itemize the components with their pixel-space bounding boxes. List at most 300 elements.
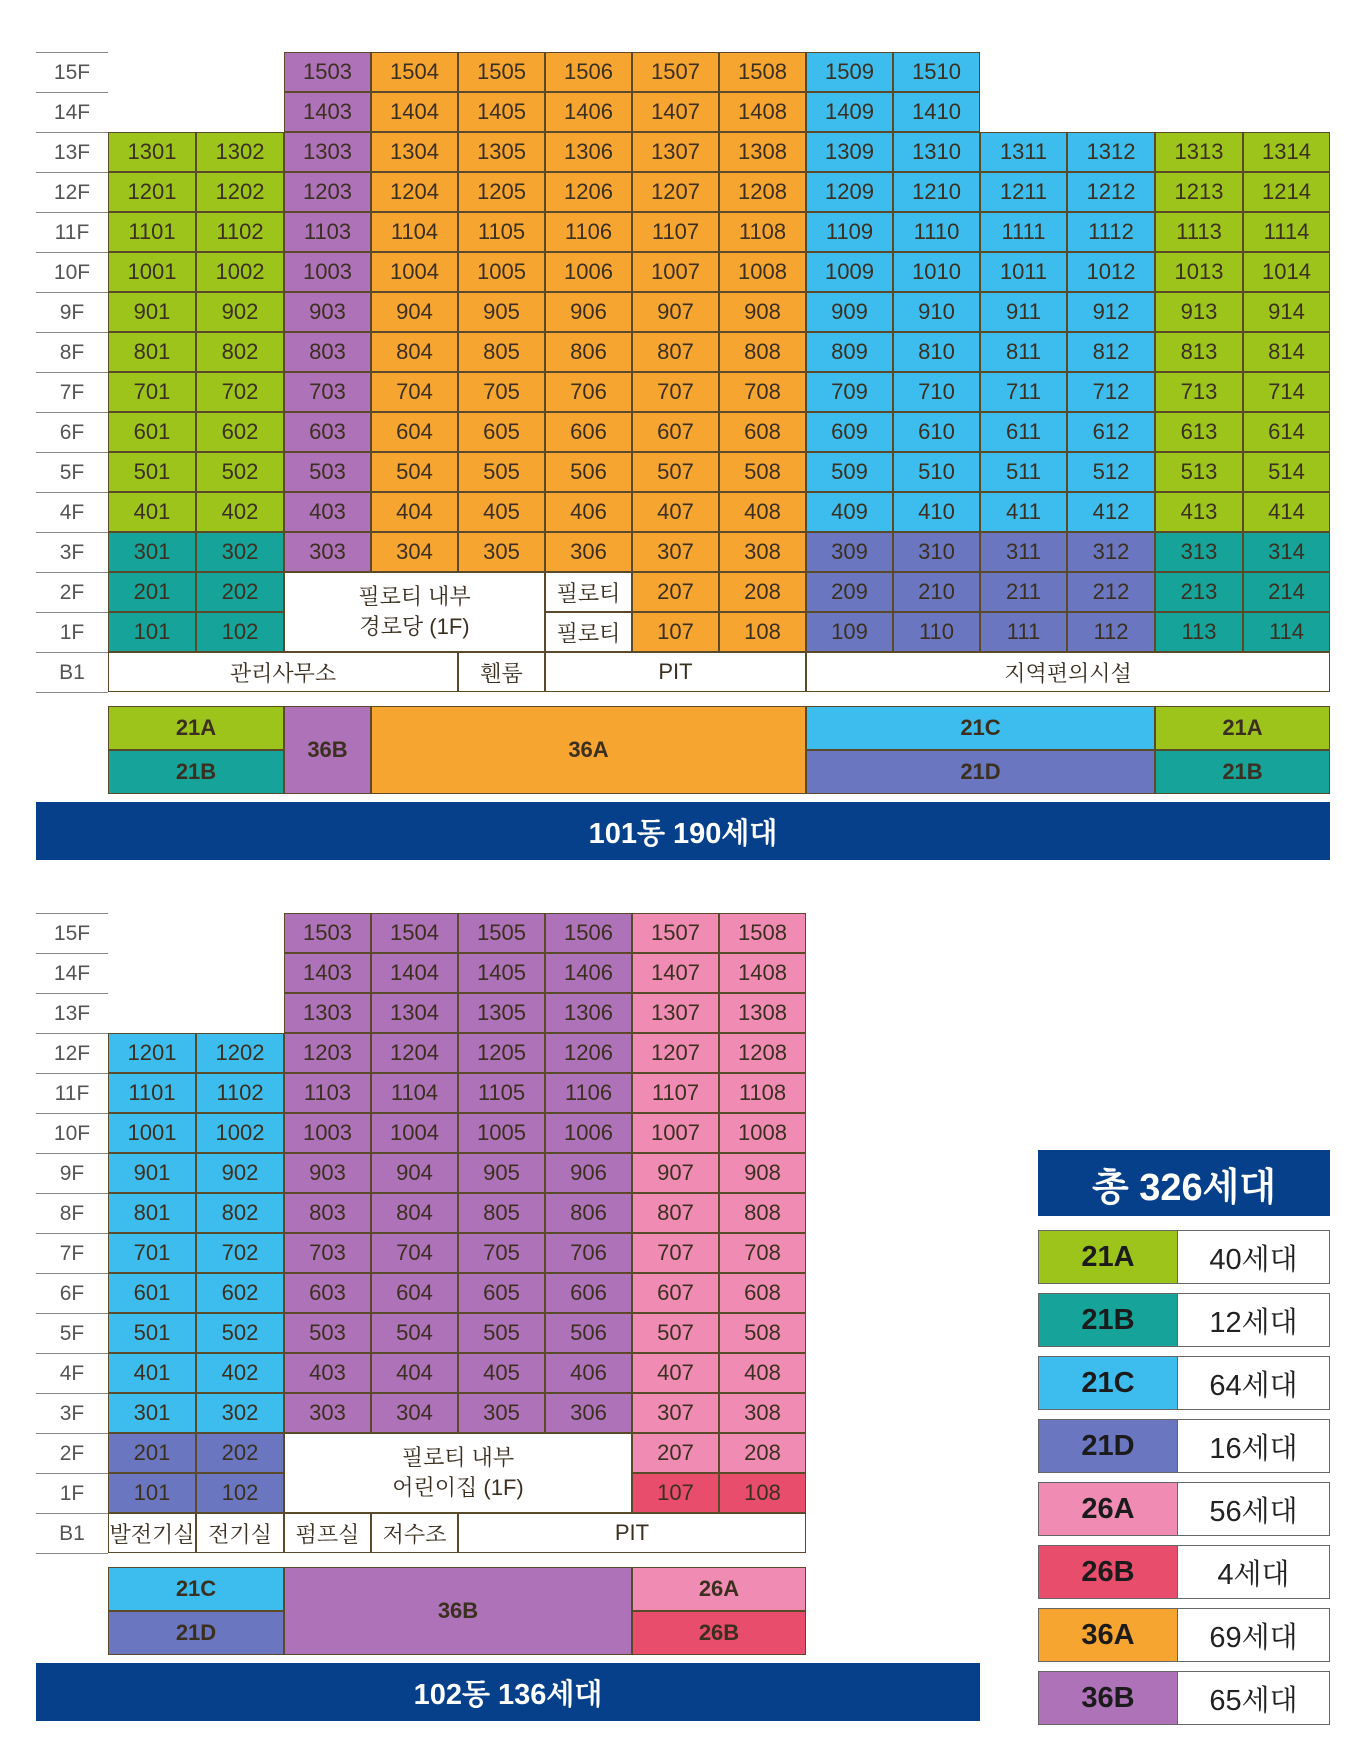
unit-cell: 1014: [1243, 252, 1330, 292]
unit-cell: 607: [632, 1273, 719, 1313]
unit-cell: 814: [1243, 332, 1330, 372]
unit-cell: 506: [545, 1313, 632, 1353]
unit-cell: 202: [196, 572, 284, 612]
unit-cell: 1302: [196, 132, 284, 172]
unit-cell: 306: [545, 1393, 632, 1433]
unit-cell: 1204: [371, 172, 458, 212]
unit-cell: 902: [196, 1153, 284, 1193]
unit-cell: 1312: [1067, 132, 1155, 172]
unit-cell: 608: [719, 1273, 806, 1313]
floor-label: 13F: [36, 993, 108, 1033]
unit-cell: 1103: [284, 1073, 371, 1113]
unit-cell: 404: [371, 1353, 458, 1393]
unit-cell: 513: [1155, 452, 1243, 492]
pit-area-102: PIT: [458, 1513, 806, 1553]
piloti-senior-center-line: 필로티 내부: [358, 584, 471, 609]
unit-cell: 804: [371, 332, 458, 372]
unit-cell: 1410: [893, 92, 980, 132]
unit-cell: 601: [108, 412, 196, 452]
floor-label: 15F: [36, 913, 108, 953]
unit-cell: 1507: [632, 52, 719, 92]
unit-cell: 1003: [284, 1113, 371, 1153]
unit-cell: 302: [196, 1393, 284, 1433]
unit-cell: 705: [458, 1233, 545, 1273]
floor-label: 5F: [36, 452, 108, 492]
unit-cell: 1409: [806, 92, 893, 132]
unit-cell: 210: [893, 572, 980, 612]
unit-cell: 1510: [893, 52, 980, 92]
unit-cell: 411: [980, 492, 1067, 532]
unit-cell: 1307: [632, 132, 719, 172]
unit-cell: 1006: [545, 1113, 632, 1153]
unit-cell: 1008: [719, 252, 806, 292]
unit-cell: 1406: [545, 953, 632, 993]
unit-cell: 1005: [458, 1113, 545, 1153]
summary-title-banner: [1038, 1150, 1330, 1216]
unit-cell: 1208: [719, 172, 806, 212]
unit-cell: 702: [196, 372, 284, 412]
unit-cell: 902: [196, 292, 284, 332]
unit-cell: 907: [632, 1153, 719, 1193]
unit-cell: 1007: [632, 1113, 719, 1153]
unit-cell: 401: [108, 1353, 196, 1393]
unit-cell: 508: [719, 452, 806, 492]
unit-cell: 703: [284, 372, 371, 412]
unit-cell: 606: [545, 412, 632, 452]
unit-cell: 403: [284, 1353, 371, 1393]
unit-cell: 401: [108, 492, 196, 532]
unit-cell: 1311: [980, 132, 1067, 172]
unit-cell: 1214: [1243, 172, 1330, 212]
unit-cell: 509: [806, 452, 893, 492]
summary-row-type: 36A: [1039, 1609, 1177, 1661]
unit-cell: 1202: [196, 1033, 284, 1073]
summary-row-count: 65세대: [1177, 1672, 1329, 1724]
unit-cell: 1106: [545, 212, 632, 252]
unit-cell: 501: [108, 1313, 196, 1353]
unit-cell: 813: [1155, 332, 1243, 372]
legend-102-26a: 26A: [632, 1567, 806, 1611]
unit-cell: 708: [719, 372, 806, 412]
unit-cell: 1012: [1067, 252, 1155, 292]
community-facility: 지역편의시설: [806, 652, 1330, 692]
unit-cell: 807: [632, 332, 719, 372]
unit-cell: 408: [719, 1353, 806, 1393]
unit-cell: 1504: [371, 52, 458, 92]
summary-row-count: 4세대: [1177, 1546, 1329, 1598]
unit-cell: 1404: [371, 92, 458, 132]
unit-cell: 1009: [806, 252, 893, 292]
unit-cell: 1307: [632, 993, 719, 1033]
unit-cell: 603: [284, 412, 371, 452]
floor-label: 3F: [36, 532, 108, 572]
unit-cell: 802: [196, 1193, 284, 1233]
floor-label: 10F: [36, 1113, 108, 1153]
unit-cell: 1203: [284, 172, 371, 212]
floor-label: 8F: [36, 1193, 108, 1233]
unit-cell: 107: [632, 612, 719, 652]
building-101-title: 101동 190세대: [588, 817, 778, 850]
unit-cell: 704: [371, 1233, 458, 1273]
unit-cell: 701: [108, 372, 196, 412]
unit-cell: 412: [1067, 492, 1155, 532]
unit-cell: 301: [108, 1393, 196, 1433]
unit-cell: 907: [632, 292, 719, 332]
piloti-2f: 필로티: [545, 572, 632, 612]
unit-cell: 1106: [545, 1073, 632, 1113]
summary-row: [1038, 1608, 1330, 1662]
unit-cell: 811: [980, 332, 1067, 372]
floor-label: 4F: [36, 492, 108, 532]
unit-cell: 1004: [371, 252, 458, 292]
floor-label: 13F: [36, 132, 108, 172]
unit-cell: 1503: [284, 913, 371, 953]
unit-cell: 610: [893, 412, 980, 452]
unit-cell: 1102: [196, 1073, 284, 1113]
unit-cell: 1407: [632, 953, 719, 993]
generator-room: 발전기실: [108, 1513, 196, 1553]
unit-cell: 605: [458, 1273, 545, 1313]
unit-cell: 1211: [980, 172, 1067, 212]
summary-row-count: 40세대: [1177, 1231, 1329, 1283]
unit-cell: 1103: [284, 212, 371, 252]
unit-cell: 801: [108, 1193, 196, 1233]
floor-label: 12F: [36, 172, 108, 212]
unit-cell: 502: [196, 452, 284, 492]
unit-cell: 1304: [371, 132, 458, 172]
unit-cell: 908: [719, 1153, 806, 1193]
summary-row-type: 21A: [1039, 1231, 1177, 1283]
unit-cell: 1303: [284, 993, 371, 1033]
unit-cell: 905: [458, 292, 545, 332]
unit-cell: 408: [719, 492, 806, 532]
unit-cell: 202: [196, 1433, 284, 1473]
unit-cell: 114: [1243, 612, 1330, 652]
unit-cell: 102: [196, 612, 284, 652]
unit-cell: 407: [632, 492, 719, 532]
unit-cell: 107: [632, 1473, 719, 1513]
unit-cell: 1408: [719, 953, 806, 993]
unit-cell: 512: [1067, 452, 1155, 492]
unit-cell: 707: [632, 372, 719, 412]
unit-cell: 809: [806, 332, 893, 372]
unit-cell: 504: [371, 1313, 458, 1353]
unit-cell: 706: [545, 372, 632, 412]
legend-21b: 21B: [108, 750, 284, 794]
unit-cell: 1210: [893, 172, 980, 212]
management-office: 관리사무소: [108, 652, 458, 692]
unit-cell: 302: [196, 532, 284, 572]
unit-cell: 905: [458, 1153, 545, 1193]
floor-label: 2F: [36, 1433, 108, 1473]
floor-label: 1F: [36, 1473, 108, 1513]
summary-row-count: 64세대: [1177, 1357, 1329, 1409]
unit-cell: 305: [458, 1393, 545, 1433]
unit-cell: 1405: [458, 92, 545, 132]
unit-cell: 1008: [719, 1113, 806, 1153]
unit-cell: 1504: [371, 913, 458, 953]
heel-room: 휀룸: [458, 652, 545, 692]
floor-label: 11F: [36, 212, 108, 252]
unit-cell: 801: [108, 332, 196, 372]
unit-cell: 1407: [632, 92, 719, 132]
unit-cell: 506: [545, 452, 632, 492]
unit-cell: 613: [1155, 412, 1243, 452]
unit-cell: 709: [806, 372, 893, 412]
unit-cell: 708: [719, 1233, 806, 1273]
unit-cell: 912: [1067, 292, 1155, 332]
unit-cell: 603: [284, 1273, 371, 1313]
legend-102-21c: 21C: [108, 1567, 284, 1611]
unit-cell: 208: [719, 572, 806, 612]
unit-cell: 1113: [1155, 212, 1243, 252]
unit-cell: 414: [1243, 492, 1330, 532]
unit-cell: 804: [371, 1193, 458, 1233]
unit-cell: 405: [458, 492, 545, 532]
summary-row-count: 16세대: [1177, 1420, 1329, 1472]
unit-cell: 504: [371, 452, 458, 492]
unit-cell: 602: [196, 1273, 284, 1313]
unit-cell: 1509: [806, 52, 893, 92]
unit-cell: 1111: [980, 212, 1067, 252]
unit-cell: 714: [1243, 372, 1330, 412]
unit-cell: 1005: [458, 252, 545, 292]
unit-cell: 303: [284, 532, 371, 572]
building-102-banner: [36, 1663, 980, 1721]
unit-cell: 611: [980, 412, 1067, 452]
unit-cell: 803: [284, 332, 371, 372]
floor-label: 1F: [36, 612, 108, 652]
floor-label: 9F: [36, 292, 108, 332]
summary-row: [1038, 1293, 1330, 1347]
legend-36b: 36B: [284, 706, 371, 794]
piloti-daycare: [284, 1433, 632, 1513]
unit-cell: 1010: [893, 252, 980, 292]
unit-cell: 1202: [196, 172, 284, 212]
unit-cell: 507: [632, 1313, 719, 1353]
unit-cell: 1505: [458, 52, 545, 92]
unit-cell: 1108: [719, 1073, 806, 1113]
unit-cell: 1506: [545, 52, 632, 92]
legend-21c: 21C: [806, 706, 1155, 750]
unit-cell: 1201: [108, 1033, 196, 1073]
unit-cell: 207: [632, 572, 719, 612]
summary-row: [1038, 1419, 1330, 1473]
summary-title: 총 326세대: [1091, 1166, 1277, 1209]
unit-cell: 1406: [545, 92, 632, 132]
floor-column-bottom-line: [36, 1553, 108, 1554]
unit-cell: 710: [893, 372, 980, 412]
legend-102-36b: 36B: [284, 1567, 632, 1655]
pump-room: 펌프실: [284, 1513, 371, 1553]
unit-cell: 607: [632, 412, 719, 452]
summary-row-type: 26B: [1039, 1546, 1177, 1598]
summary-row-count: 69세대: [1177, 1609, 1329, 1661]
unit-cell: 1205: [458, 1033, 545, 1073]
unit-cell: 1001: [108, 252, 196, 292]
summary-row-type: 26A: [1039, 1483, 1177, 1535]
unit-cell: 307: [632, 1393, 719, 1433]
unit-cell: 806: [545, 1193, 632, 1233]
unit-cell: 1002: [196, 1113, 284, 1153]
floor-label: 4F: [36, 1353, 108, 1393]
floor-label: 2F: [36, 572, 108, 612]
unit-cell: 304: [371, 532, 458, 572]
unit-cell: 213: [1155, 572, 1243, 612]
unit-cell: 604: [371, 412, 458, 452]
unit-cell: 1107: [632, 1073, 719, 1113]
unit-cell: 310: [893, 532, 980, 572]
unit-cell: 505: [458, 1313, 545, 1353]
floor-column-bottom-line: [36, 692, 108, 693]
pit-area: PIT: [545, 652, 806, 692]
unit-cell: 901: [108, 292, 196, 332]
piloti-senior-center-line: 경로당 (1F): [359, 614, 470, 639]
unit-cell: 1101: [108, 212, 196, 252]
legend-21a: 21A: [108, 706, 284, 750]
unit-cell: 1004: [371, 1113, 458, 1153]
floor-label: 12F: [36, 1033, 108, 1073]
unit-cell: 308: [719, 1393, 806, 1433]
unit-cell: 402: [196, 1353, 284, 1393]
unit-cell: 1309: [806, 132, 893, 172]
unit-cell: 1109: [806, 212, 893, 252]
unit-cell: 403: [284, 492, 371, 532]
unit-cell: 812: [1067, 332, 1155, 372]
unit-cell: 908: [719, 292, 806, 332]
unit-cell: 201: [108, 1433, 196, 1473]
unit-cell: 1404: [371, 953, 458, 993]
unit-cell: 606: [545, 1273, 632, 1313]
unit-cell: 707: [632, 1233, 719, 1273]
unit-cell: 209: [806, 572, 893, 612]
floor-label: 6F: [36, 412, 108, 452]
summary-row: [1038, 1230, 1330, 1284]
unit-cell: 1408: [719, 92, 806, 132]
unit-cell: 1208: [719, 1033, 806, 1073]
floor-label: B1: [36, 652, 108, 692]
unit-cell: 1405: [458, 953, 545, 993]
unit-cell: 806: [545, 332, 632, 372]
unit-cell: 314: [1243, 532, 1330, 572]
unit-cell: 704: [371, 372, 458, 412]
unit-cell: 1201: [108, 172, 196, 212]
unit-cell: 503: [284, 452, 371, 492]
floor-label: 7F: [36, 1233, 108, 1273]
floor-label: 11F: [36, 1073, 108, 1113]
unit-cell: 110: [893, 612, 980, 652]
summary-row-type: 21D: [1039, 1420, 1177, 1472]
unit-cell: 904: [371, 1153, 458, 1193]
unit-cell: 909: [806, 292, 893, 332]
unit-cell: 1212: [1067, 172, 1155, 212]
unit-cell: 404: [371, 492, 458, 532]
piloti-daycare-line: 필로티 내부: [401, 1445, 515, 1470]
unit-cell: 612: [1067, 412, 1155, 452]
unit-cell: 1101: [108, 1073, 196, 1113]
unit-cell: 108: [719, 612, 806, 652]
unit-cell: 108: [719, 1473, 806, 1513]
unit-cell: 1006: [545, 252, 632, 292]
unit-cell: 505: [458, 452, 545, 492]
unit-cell: 1114: [1243, 212, 1330, 252]
unit-cell: 1112: [1067, 212, 1155, 252]
unit-cell: 306: [545, 532, 632, 572]
unit-cell: 711: [980, 372, 1067, 412]
unit-cell: 501: [108, 452, 196, 492]
unit-cell: 212: [1067, 572, 1155, 612]
unit-cell: 311: [980, 532, 1067, 572]
unit-cell: 201: [108, 572, 196, 612]
unit-cell: 410: [893, 492, 980, 532]
unit-cell: 413: [1155, 492, 1243, 532]
legend-21a-right: 21A: [1155, 706, 1330, 750]
unit-cell: 1013: [1155, 252, 1243, 292]
summary-row-type: 36B: [1039, 1672, 1177, 1724]
unit-cell: 304: [371, 1393, 458, 1433]
unit-cell: 102: [196, 1473, 284, 1513]
unit-cell: 911: [980, 292, 1067, 332]
unit-cell: 1305: [458, 993, 545, 1033]
unit-cell: 510: [893, 452, 980, 492]
unit-cell: 511: [980, 452, 1067, 492]
floor-label: 15F: [36, 52, 108, 92]
unit-cell: 503: [284, 1313, 371, 1353]
unit-cell: 211: [980, 572, 1067, 612]
unit-cell: 601: [108, 1273, 196, 1313]
unit-cell: 903: [284, 1153, 371, 1193]
unit-cell: 406: [545, 492, 632, 532]
unit-cell: 1108: [719, 212, 806, 252]
unit-cell: 109: [806, 612, 893, 652]
summary-row-count: 56세대: [1177, 1483, 1329, 1535]
summary-row-count: 12세대: [1177, 1294, 1329, 1346]
unit-cell: 1213: [1155, 172, 1243, 212]
unit-cell: 508: [719, 1313, 806, 1353]
unit-cell: 1403: [284, 953, 371, 993]
unit-cell: 805: [458, 1193, 545, 1233]
electric-room: 전기실: [196, 1513, 284, 1553]
summary-row-type: 21B: [1039, 1294, 1177, 1346]
piloti-senior-center: [284, 572, 545, 652]
unit-cell: 1206: [545, 172, 632, 212]
unit-cell: 701: [108, 1233, 196, 1273]
unit-cell: 402: [196, 492, 284, 532]
building-102-title: 102동 136세대: [413, 1678, 603, 1711]
unit-cell: 604: [371, 1273, 458, 1313]
unit-cell: 112: [1067, 612, 1155, 652]
unit-cell: 608: [719, 412, 806, 452]
unit-cell: 1310: [893, 132, 980, 172]
unit-cell: 1011: [980, 252, 1067, 292]
unit-cell: 807: [632, 1193, 719, 1233]
summary-row: [1038, 1545, 1330, 1599]
unit-cell: 502: [196, 1313, 284, 1353]
unit-cell: 1104: [371, 1073, 458, 1113]
unit-cell: 1105: [458, 1073, 545, 1113]
piloti-daycare-line: 어린이집 (1F): [392, 1475, 524, 1500]
unit-cell: 1209: [806, 172, 893, 212]
unit-cell: 1303: [284, 132, 371, 172]
summary-row: [1038, 1356, 1330, 1410]
unit-cell: 313: [1155, 532, 1243, 572]
unit-cell: 1308: [719, 993, 806, 1033]
unit-cell: 910: [893, 292, 980, 332]
floor-label: 9F: [36, 1153, 108, 1193]
unit-cell: 1506: [545, 913, 632, 953]
unit-cell: 702: [196, 1233, 284, 1273]
unit-cell: 1207: [632, 172, 719, 212]
